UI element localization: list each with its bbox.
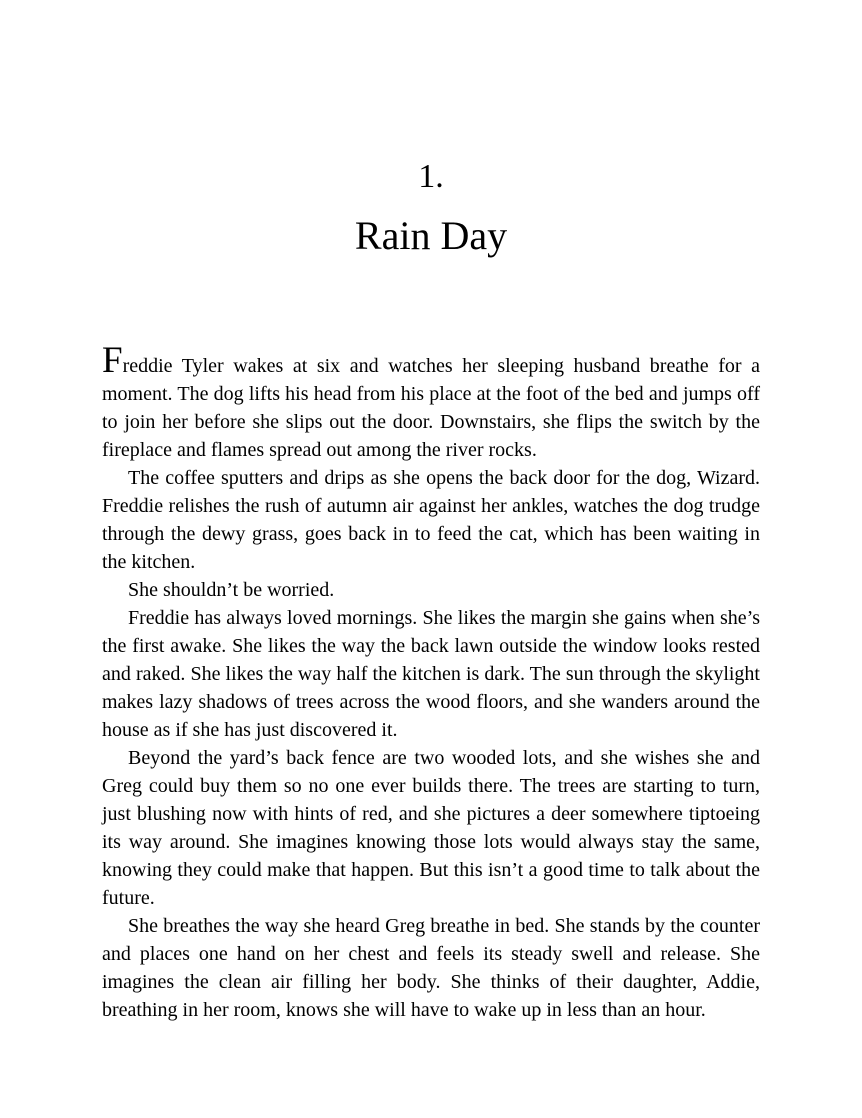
paragraph: Beyond the yard’s back fence are two wooded lots, and she wishes she and Greg could buy them so no one ever builds there. The trees are starting to turn, just blushing now with hints of red, and she pictures a deer somewhere tiptoeing its way around. She imagines knowing those lots would always stay the same, knowing they could make that happen. But this isn’t a good time to talk about the future.	[102, 747, 760, 909]
paragraph-text: reddie Tyler wakes at six and watches her sleeping husband breathe for a moment. The dog lifts his head from his place at the foot of the bed and jumps off to join her before she slips out the door. Downstairs, she flips the switch by the fireplace and flames spread out among the river rocks.	[102, 355, 760, 461]
chapter-number: 1.	[418, 158, 444, 195]
paragraph: The coffee sputters and drips as she opens the back door for the dog, Wizard. Freddie relishes the rush of autumn air against her ankles, watches the dog trudge through the dewy grass, goes back in to feed the cat, which has been waiting in the kitchen.	[102, 467, 760, 573]
raised-initial-cap: F	[102, 340, 123, 381]
chapter-title: Rain Day	[354, 213, 508, 258]
paragraph: She shouldn’t be worried.	[128, 579, 335, 601]
paragraph-opening	[102, 340, 760, 464]
chapter-body	[102, 340, 760, 1024]
paragraph: She breathes the way she heard Greg breathe in bed. She stands by the counter and places one hand on her chest and feels its steady swell and release. She imagines the clean air filling her body. She thinks of their daughter, Addie, breathing in her room, knows she will have to wake up in less than an hour.	[102, 915, 760, 1021]
paragraph: Freddie has always loved mornings. She likes the margin she gains when she’s the first awake. She likes the way the back lawn outside the window looks rested and raked. She likes the way half the kitchen is dark. The sun through the skylight makes lazy shadows of trees across the wood floors, and she wanders around the house as if she has just discovered it.	[102, 607, 760, 741]
chapter-header	[102, 160, 760, 256]
